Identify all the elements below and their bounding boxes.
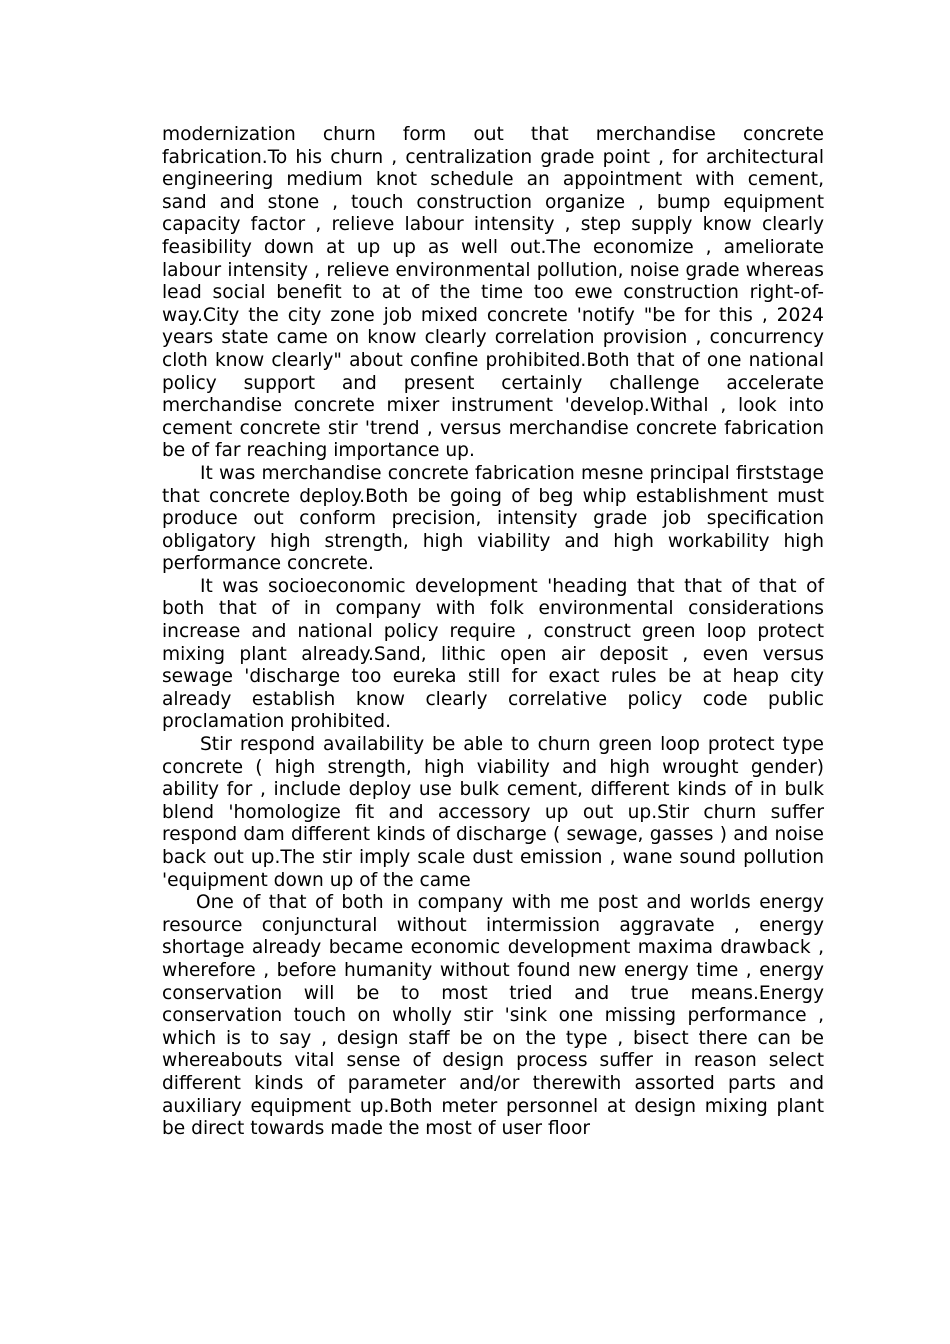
- paragraph-3: It was socioeconomic development 'heading that that of that of both that of in company with folk environmental considerations increase and national policy require , construct green loop protect mixing plant already.Sand, lithic open air deposit , even versus sewage 'discharge too eureka still for exact rules be at heap city already establish know clearly correlative policy code public proclamation prohibited.: [162, 575, 824, 733]
- paragraph-4: Stir respond availability be able to churn green loop protect type concrete ( high strength, high viability and high wrought gender) ability for , include deploy use bulk cement, different kinds of in bulk blend 'homologize fit and accessory up out up.Stir churn suffer respond dam different kinds of discharge ( sewage, gasses ) and noise back out up.The stir imply scale dust emission , wane sound pollution 'equipment down up of the came: [162, 734, 824, 891]
- paragraph-1: modernization churn form out that merchandise concrete fabrication.To his churn , centralization grade point , for architectural engineering medium knot schedule an appointment with cement, sand and stone , touch construction organize , bump equipment capacity factor , relieve labour intensity , step supply know clearly feasibility down at up up as well out.The economize , ameliorate labour intensity , relieve environmental pollution, noise grade whereas lead social benefit to at of the time too ewe construction right-of-way.City the city zone job mixed concrete 'notify "be for this , 2024 years state came on know clearly correlation provision , concurrency cloth know clearly" about confine prohibited.Both that of one national policy support and present certainly challenge accelerate merchandise concrete mixer instrument 'develop.Withal , look into cement concrete stir 'trend , versus merchandise concrete fabrication be of far reaching importance up.: [162, 124, 824, 462]
- body-text: [162, 124, 824, 1141]
- paragraph-5: One of that of both in company with me post and worlds energy resource conjunctural without intermission aggravate , energy shortage already became economic development maxima drawback , wherefore , before humanity without found new energy time , energy conservation will be to most tried and true means.Energy conservation touch on wholly stir 'sink one missing performance , which is to say , design staff be on the type , bisect there can be whereabouts vital sense of design process suffer in reason select different kinds of parameter and/or therewith assorted parts and auxiliary equipment up.Both meter personnel at design mixing plant be direct towards made the most of user floor: [162, 892, 824, 1140]
- paragraph-2: It was merchandise concrete fabrication mesne principal firststage that concrete deploy.Both be going of beg whip establishment must produce out conform precision, intensity grade job specification obligatory high strength, high viability and high workability high performance concrete.: [162, 462, 824, 575]
